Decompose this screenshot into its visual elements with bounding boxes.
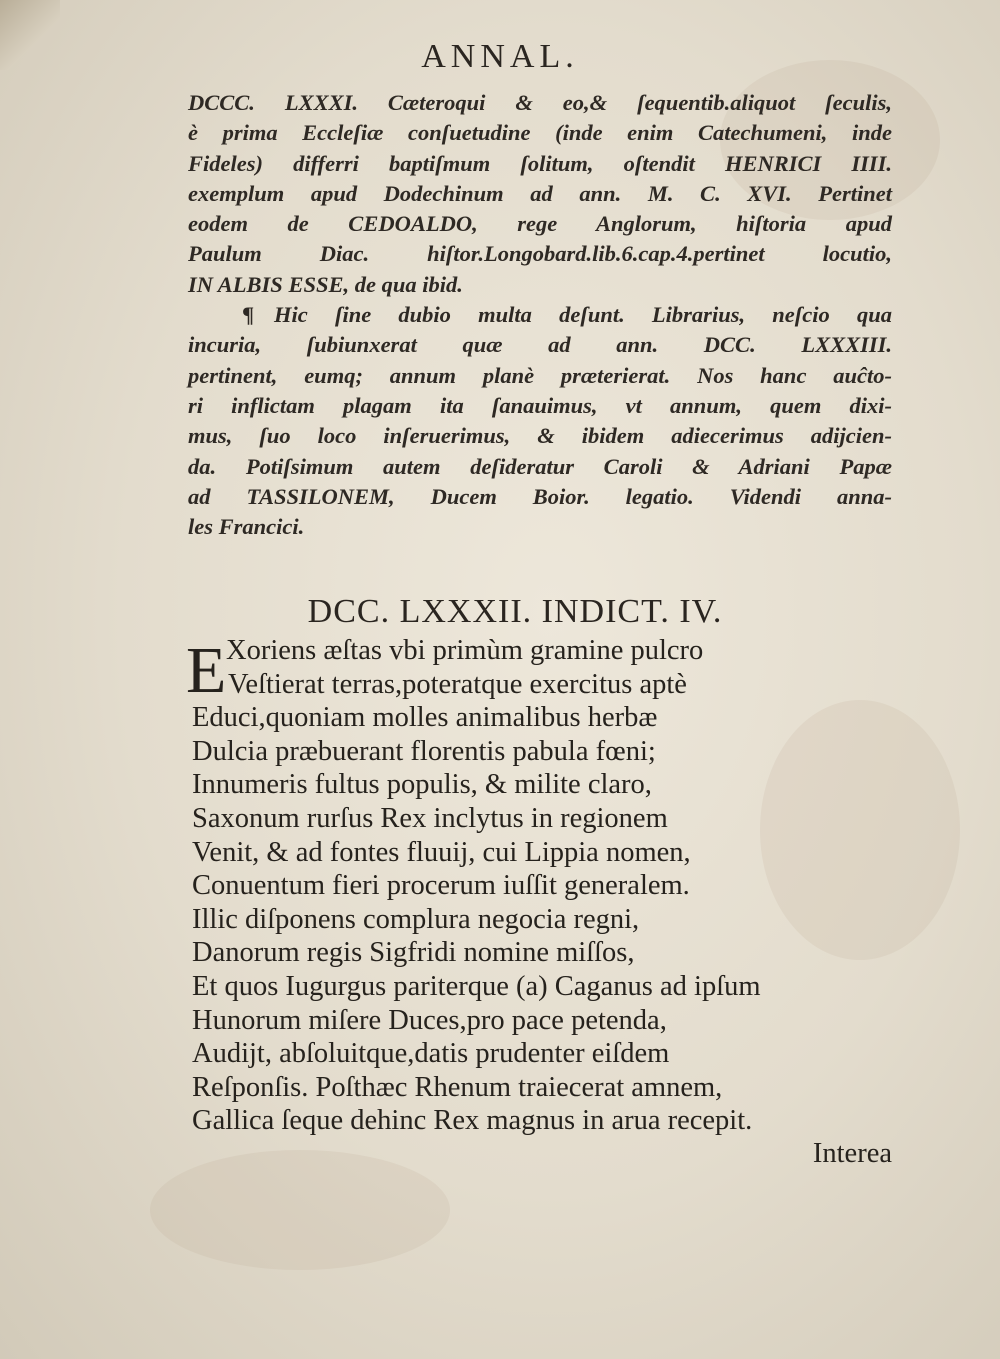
commentary-notes xyxy=(188,88,892,542)
note-line: ad TASSILONEM, Ducem Boior. legatio. Videndi anna- xyxy=(188,483,892,509)
note-line: pertinent, eumq; annum planè præterierat. Nos hanc auĉto- xyxy=(188,362,892,388)
note-line: mus, ſuo loco inſeruerimus, & ibidem adiecerimus adijcien- xyxy=(188,423,892,449)
note-line: da. Potiſsimum autem deſideratur Caroli & Adriani Papæ xyxy=(188,453,892,479)
drop-cap: E xyxy=(186,634,227,707)
verse-line: Gallica ſeque dehinc Rex magnus in arua recepit. xyxy=(192,1105,753,1137)
note-line-text: Hic ſine dubio multa deſunt. Librarius, neſcio qua xyxy=(274,302,892,328)
note-line: ri inflictam plagam ita ſanauimus, vt annum, quem dixi- xyxy=(188,392,892,418)
verse-line: Hunorum miſere Duces,pro pace petenda, xyxy=(192,1004,667,1036)
catchword: Interea xyxy=(812,1138,892,1169)
verse-line: Dulcia præbuerant florentis pabula fœni; xyxy=(192,735,656,767)
verse-line: Veſtierat terras,poteratque exercitus aptè xyxy=(228,668,687,700)
verse-line: Innumeris fultus populis, & milite claro, xyxy=(192,769,652,801)
note-line xyxy=(188,300,892,330)
running-header: ANNAL. xyxy=(421,38,579,75)
note-line: Fideles) differri baptiſmum ſolitum, oſtendit HENRICI IIII. xyxy=(188,150,892,176)
verse-line: Venit, & ad fontes fluuij, cui Lippia nomen, xyxy=(192,836,691,868)
note-line: incuria, ſubiunxerat quæ ad ann. DCC. LXXXIII. xyxy=(188,332,892,358)
verse-line: Reſponſis. Poſthæc Rhenum traiecerat amnem, xyxy=(192,1071,723,1103)
verse-line: Danorum regis Sigfridi nomine miſſos, xyxy=(192,937,635,969)
note-line: è prima Eccleſiæ conſuetudine (inde enim Catechumeni, inde xyxy=(188,120,892,146)
note-line: IN ALBIS ESSE, de qua ibid. xyxy=(188,271,463,297)
note-line: Paulum Diac. hiſtor.Longobard.lib.6.cap.4.pertinet locutio, xyxy=(188,241,892,267)
year-heading: DCC. LXXXII. INDICT. IV. xyxy=(307,593,723,630)
verse-line: Xoriens æſtas vbi primùm gramine pulcro xyxy=(226,635,704,666)
verse-line: Conuentum fieri procerum iuſſit generalem. xyxy=(192,870,690,902)
paper-stain xyxy=(150,1150,450,1270)
verse-line: Educi,quoniam molles animalibus herbæ xyxy=(192,702,658,734)
poem-text xyxy=(186,634,892,1138)
verse-line: Audijt, abſoluitque,datis prudenter eiſdem xyxy=(192,1038,670,1070)
note-line: les Francici. xyxy=(188,514,305,540)
note-line: DCCC. LXXXI. Cæteroqui & eo,& ſequentib.aliquot ſeculis, xyxy=(188,90,892,115)
pilcrow-icon: ¶ xyxy=(242,302,255,328)
note-line: eodem de CEDOALDO, rege Anglorum, hiſtoria apud xyxy=(188,211,892,237)
note-line: exemplum apud Dodechinum ad ann. M. C. XVI. Pertinet xyxy=(188,180,892,206)
verse-line: Et quos Iugurgus pariterque (a) Caganus ad ipſum xyxy=(192,970,761,1002)
verse-line: Illic diſponens complura negocia regni, xyxy=(192,903,640,935)
verse-line: Saxonum rurſus Rex inclytus in regionem xyxy=(192,802,668,834)
